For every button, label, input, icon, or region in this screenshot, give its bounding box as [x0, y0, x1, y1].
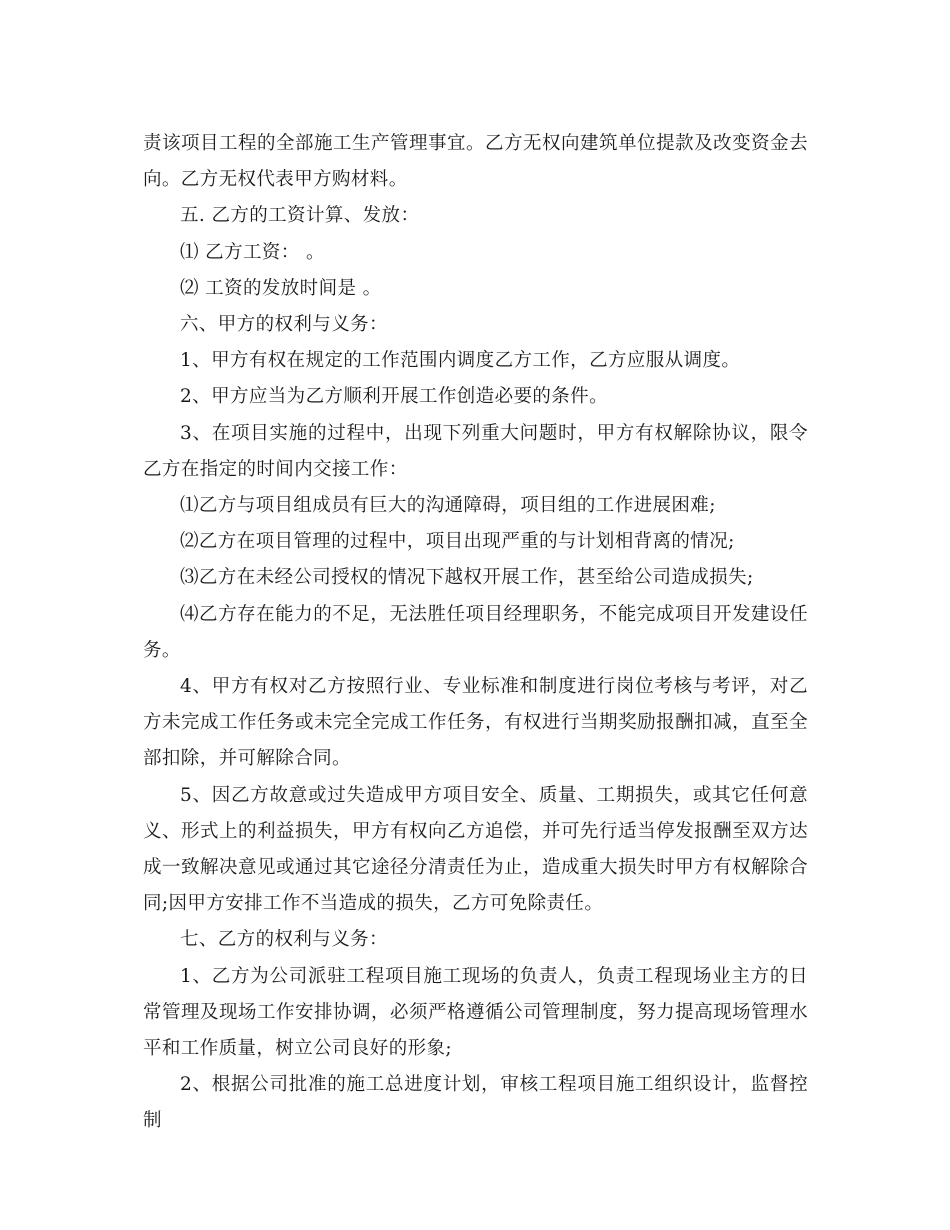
clause-6-2: 2、甲方应当为乙方顺利开展工作创造必要的条件。 [180, 386, 608, 408]
clause-6-4: 4、甲方有权对乙方按照行业、专业标准和制度进行岗位考核与考评，对乙方未完成工作任务或未完全完成工作任务，有权进行当期奖励报酬扣减，直至全部扣除，并可解除合同。 [143, 676, 808, 770]
clause-5-1: ⑴ 乙方工资： 。 [180, 241, 325, 263]
document-body [143, 126, 808, 1140]
section-heading-5: 五. 乙方的工资计算、发放： [180, 205, 420, 227]
clause-7-2: 2、根据公司批准的施工总进度计划，审核工程项目施工组织设计，监督控制 [143, 1074, 808, 1132]
clause-6-5: 5、因乙方故意或过失造成甲方项目安全、质量、工期损失，或其它任何意义、形式上的利益损失，甲方有权向乙方追偿，并可先行适当停发报酬至双方达成一致解决意见或通过其它途径分清责任为止，造成重大损失时甲方有权解除合同;因甲方安排工作不当造成的损失，乙方可免除责任。 [143, 784, 808, 915]
clause-6-3-item-2: ⑵乙方在项目管理的过程中，项目出现严重的与计划相背离的情况; [180, 531, 735, 553]
section-heading-6: 六、甲方的权利与义务： [180, 314, 388, 336]
clause-6-3-item-4: ⑷乙方存在能力的不足，无法胜任项目经理职务，不能完成项目开发建设任务。 [143, 603, 808, 661]
clause-6-3-item-3: ⑶乙方在未经公司授权的情况下越权开展工作，甚至给公司造成损失; [180, 567, 754, 589]
paragraph-continuation: 责该项目工程的全部施工生产管理事宜。乙方无权向建筑单位提款及改变资金去向。乙方无权代表甲方购材料。 [143, 133, 808, 191]
clause-5-2: ⑵ 工资的发放时间是 。 [180, 277, 382, 299]
clause-6-3-item-1: ⑴乙方与项目组成员有巨大的沟通障碍，项目组的工作进展困难; [180, 495, 716, 517]
section-heading-7: 七、乙方的权利与义务： [180, 929, 388, 951]
clause-6-3: 3、在项目实施的过程中，出现下列重大问题时，甲方有权解除协议，限令乙方在指定的时间内交接工作： [143, 422, 808, 480]
clause-7-1: 1、乙方为公司派驻工程项目施工现场的负责人，负责工程现场业主方的日常管理及现场工作安排协调，必须严格遵循公司管理制度，努力提高现场管理水平和工作质量，树立公司良好的形象; [143, 965, 808, 1060]
clause-6-1: 1、甲方有权在规定的工作范围内调度乙方工作，乙方应服从调度。 [180, 350, 741, 372]
